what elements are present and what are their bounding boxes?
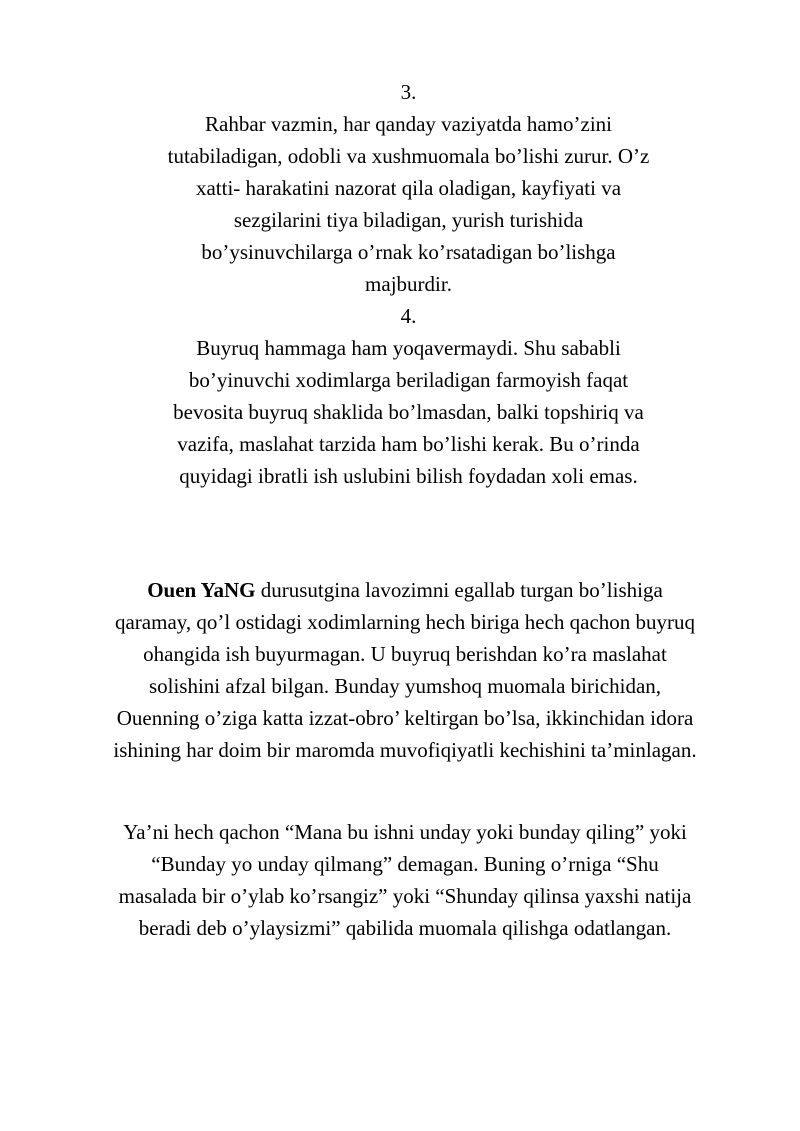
- section-number: 3.: [400, 80, 417, 104]
- paragraph-quotes: [110, 816, 700, 944]
- paragraph-ouen: [110, 574, 700, 766]
- section-4: [160, 300, 657, 492]
- person-name: Ouen YaNG: [147, 578, 256, 602]
- section-text: Rahbar vazmin, har qanday vaziyatda hamo’zini tutabiladigan, odobli va xushmuomala bo’lishi zurur. O’z xatti- harakatini nazorat qila oladigan, kayfiyati va sezgilarini tiya biladigan, yurish turishida bo’ysinuvchilarga o’rnak ko’rsatadigan bo’lishga majburdir.: [167, 112, 650, 296]
- section-3: [160, 76, 657, 300]
- paragraph-text: Ya’ni hech qachon “Mana bu ishni unday yoki bunday qiling” yoki “Bunday yo unday qilmang” demagan. Buning o’rniga “Shu masalada bir o’ylab ko’rsangiz” yoki “Shunday qilinsa yaxshi natija beradi deb o’ylaysizmi” qabilida muomala qilishga odatlangan.: [118, 820, 692, 940]
- section-text: Buyruq hammaga ham yoqavermaydi. Shu sababli bo’yinuvchi xodimlarga beriladigan farmoyish faqat bevosita buyruq shaklida bo’lmasdan, balki topshiriq va vazifa, maslahat tarzida ham bo’lishi kerak. Bu o’rinda quyidagi ibratli ish uslubini bilish foydadan xoli emas.: [173, 336, 644, 488]
- section-number: 4.: [400, 304, 417, 328]
- paragraph-text: durusutgina lavozimni egallab turgan bo’lishiga qaramay, qo’l ostidagi xodimlarning hech biriga hech qachon buyruq ohangida ish buyurmagan. U buyruq berishdan ko’ra maslahat solishini afzal bilgan. Bunday yumshoq muomala birichidan, Ouenning o’ziga katta izzat-obro’ keltirgan bo’lsa, ikkinchidan idora ishining har doim bir maromda muvofiqiyatli kechishini ta’minlagan.: [113, 578, 697, 762]
